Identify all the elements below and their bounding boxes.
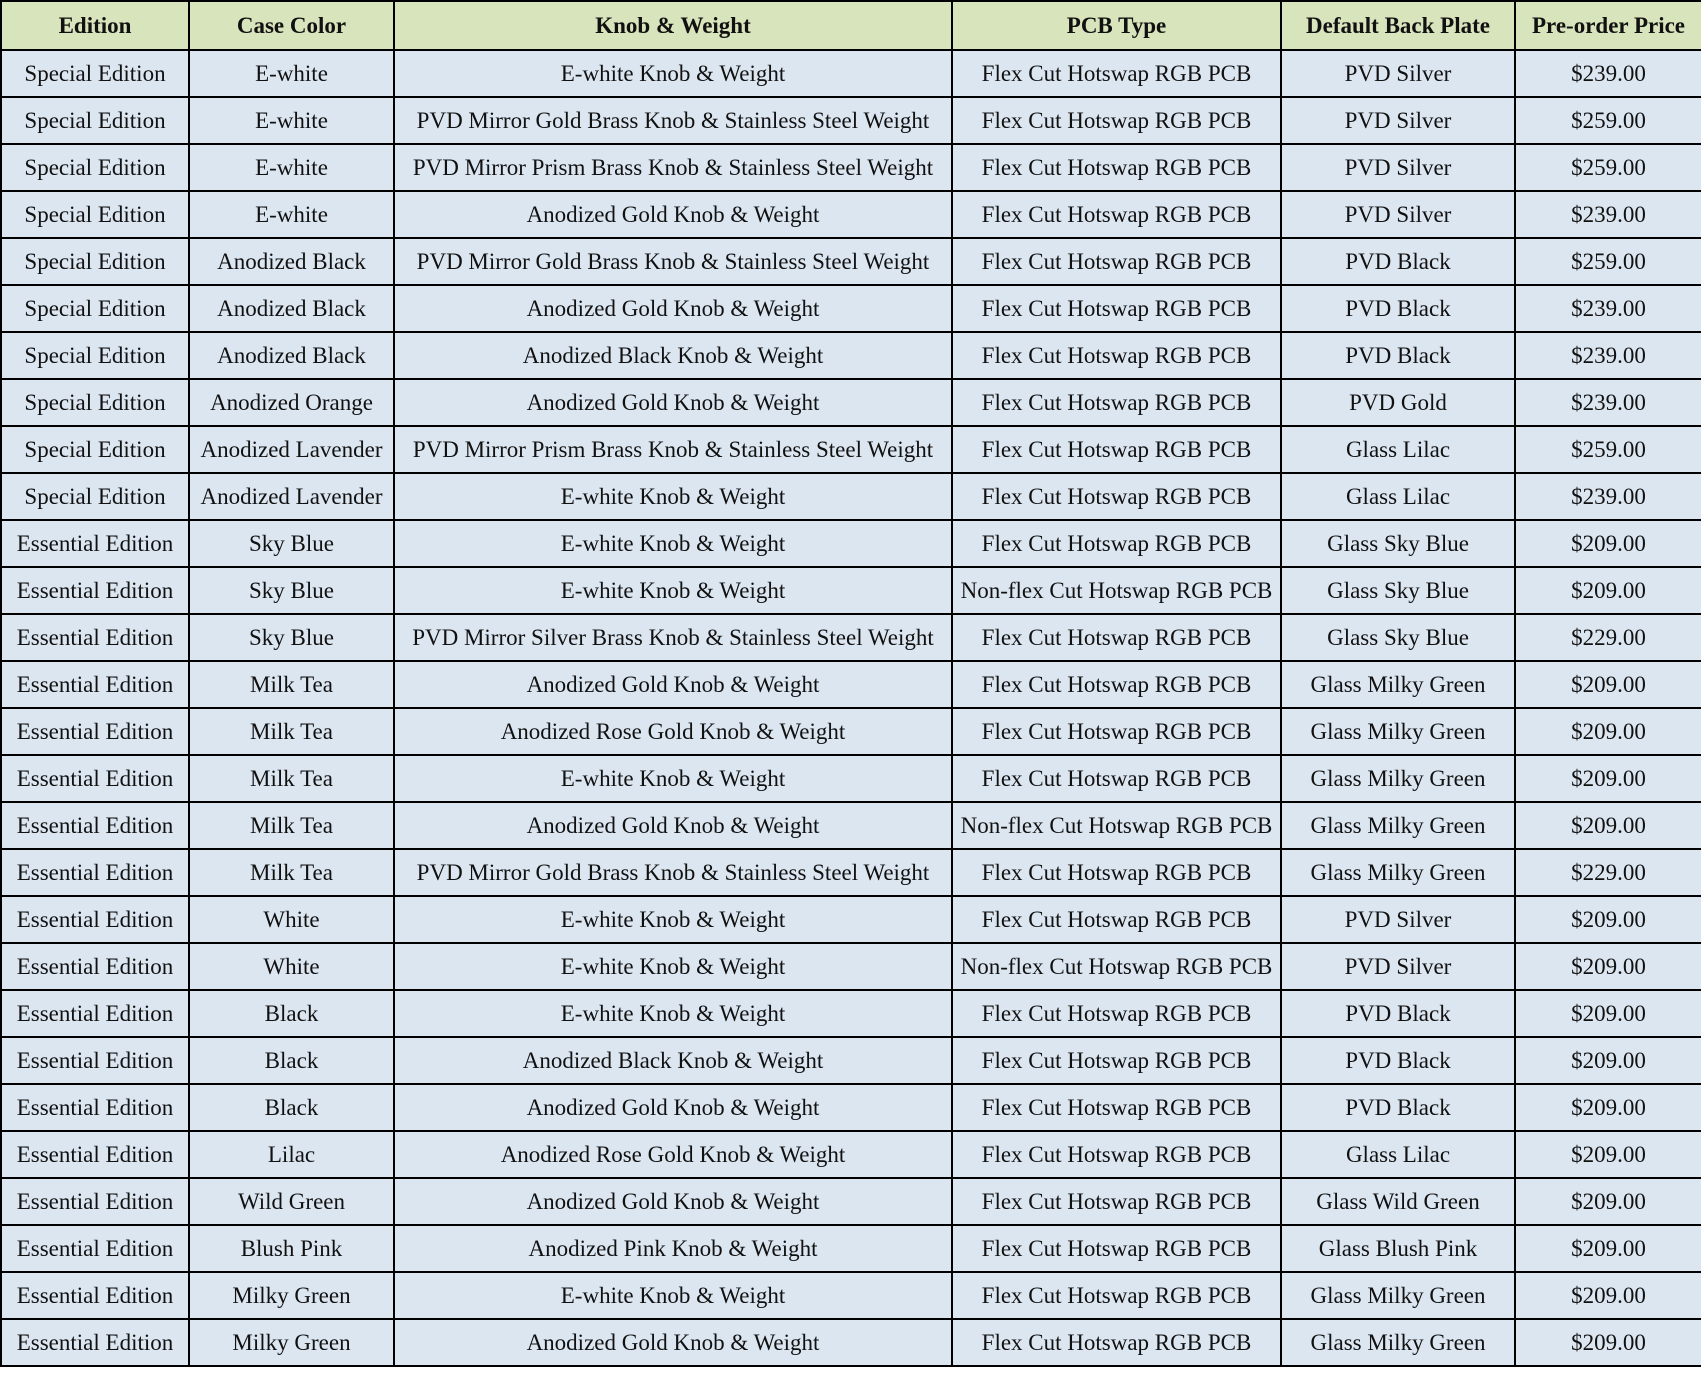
pcb-type-cell: Flex Cut Hotswap RGB PCB: [952, 50, 1281, 97]
back-plate-cell: Glass Milky Green: [1281, 1319, 1515, 1366]
case-color-cell: E-white: [189, 97, 394, 144]
back-plate-cell: Glass Milky Green: [1281, 802, 1515, 849]
pcb-type-cell: Flex Cut Hotswap RGB PCB: [952, 1084, 1281, 1131]
knob-weight-cell: Anodized Gold Knob & Weight: [394, 661, 952, 708]
price-cell: $209.00: [1515, 520, 1701, 567]
knob-weight-cell: Anodized Black Knob & Weight: [394, 332, 952, 379]
knob-weight-cell: PVD Mirror Gold Brass Knob & Stainless Steel Weight: [394, 238, 952, 285]
price-cell: $259.00: [1515, 426, 1701, 473]
case-color-cell: Sky Blue: [189, 520, 394, 567]
case-color-cell: E-white: [189, 144, 394, 191]
pcb-type-cell: Flex Cut Hotswap RGB PCB: [952, 238, 1281, 285]
pcb-type-cell: Flex Cut Hotswap RGB PCB: [952, 1319, 1281, 1366]
edition-cell: Essential Edition: [1, 849, 189, 896]
edition-cell: Special Edition: [1, 426, 189, 473]
case-color-cell: Milk Tea: [189, 708, 394, 755]
case-color-cell: Milk Tea: [189, 661, 394, 708]
price-cell: $209.00: [1515, 896, 1701, 943]
table-row: [1, 332, 1701, 379]
table-row: [1, 520, 1701, 567]
price-cell: $209.00: [1515, 1225, 1701, 1272]
edition-cell: Essential Edition: [1, 1225, 189, 1272]
case-color-cell: Lilac: [189, 1131, 394, 1178]
back-plate-cell: PVD Gold: [1281, 379, 1515, 426]
knob-weight-cell: PVD Mirror Gold Brass Knob & Stainless Steel Weight: [394, 97, 952, 144]
knob-weight-cell: Anodized Gold Knob & Weight: [394, 802, 952, 849]
back-plate-cell: Glass Milky Green: [1281, 661, 1515, 708]
knob-weight-cell: PVD Mirror Silver Brass Knob & Stainless Steel Weight: [394, 614, 952, 661]
pcb-type-cell: Flex Cut Hotswap RGB PCB: [952, 379, 1281, 426]
knob-weight-cell: E-white Knob & Weight: [394, 755, 952, 802]
case-color-cell: Milky Green: [189, 1272, 394, 1319]
back-plate-cell: Glass Milky Green: [1281, 849, 1515, 896]
pcb-type-cell: Flex Cut Hotswap RGB PCB: [952, 1225, 1281, 1272]
case-color-cell: Black: [189, 1084, 394, 1131]
case-color-cell: Black: [189, 990, 394, 1037]
table-row: [1, 426, 1701, 473]
case-color-cell: Sky Blue: [189, 614, 394, 661]
table-body: [1, 50, 1701, 1366]
case-color-cell: Anodized Lavender: [189, 426, 394, 473]
price-cell: $239.00: [1515, 50, 1701, 97]
price-cell: $229.00: [1515, 614, 1701, 661]
price-cell: $209.00: [1515, 1272, 1701, 1319]
price-cell: $209.00: [1515, 802, 1701, 849]
edition-cell: Special Edition: [1, 285, 189, 332]
edition-cell: Essential Edition: [1, 520, 189, 567]
pcb-type-cell: Flex Cut Hotswap RGB PCB: [952, 332, 1281, 379]
price-cell: $209.00: [1515, 567, 1701, 614]
table-row: [1, 1131, 1701, 1178]
table-row: [1, 1225, 1701, 1272]
edition-cell: Special Edition: [1, 191, 189, 238]
edition-cell: Essential Edition: [1, 567, 189, 614]
price-cell: $239.00: [1515, 285, 1701, 332]
back-plate-cell: Glass Sky Blue: [1281, 614, 1515, 661]
case-color-cell: White: [189, 943, 394, 990]
case-color-cell: Black: [189, 1037, 394, 1084]
edition-cell: Essential Edition: [1, 990, 189, 1037]
table-row: [1, 1178, 1701, 1225]
edition-cell: Special Edition: [1, 97, 189, 144]
back-plate-cell: PVD Silver: [1281, 896, 1515, 943]
pcb-type-cell: Flex Cut Hotswap RGB PCB: [952, 990, 1281, 1037]
knob-weight-cell: E-white Knob & Weight: [394, 1272, 952, 1319]
pcb-type-cell: Flex Cut Hotswap RGB PCB: [952, 1272, 1281, 1319]
edition-cell: Essential Edition: [1, 896, 189, 943]
edition-cell: Essential Edition: [1, 1178, 189, 1225]
price-cell: $259.00: [1515, 97, 1701, 144]
knob-weight-cell: PVD Mirror Prism Brass Knob & Stainless Steel Weight: [394, 426, 952, 473]
back-plate-cell: Glass Milky Green: [1281, 755, 1515, 802]
pcb-type-cell: Flex Cut Hotswap RGB PCB: [952, 426, 1281, 473]
pcb-type-cell: Flex Cut Hotswap RGB PCB: [952, 849, 1281, 896]
back-plate-cell: PVD Silver: [1281, 50, 1515, 97]
case-color-cell: Sky Blue: [189, 567, 394, 614]
header-edition: Edition: [1, 1, 189, 50]
back-plate-cell: PVD Silver: [1281, 191, 1515, 238]
table-row: [1, 802, 1701, 849]
case-color-cell: Anodized Black: [189, 332, 394, 379]
price-cell: $239.00: [1515, 473, 1701, 520]
edition-cell: Essential Edition: [1, 1084, 189, 1131]
header-knob-weight: Knob & Weight: [394, 1, 952, 50]
edition-cell: Special Edition: [1, 473, 189, 520]
case-color-cell: Milky Green: [189, 1319, 394, 1366]
pcb-type-cell: Flex Cut Hotswap RGB PCB: [952, 97, 1281, 144]
pcb-type-cell: Non-flex Cut Hotswap RGB PCB: [952, 802, 1281, 849]
price-cell: $209.00: [1515, 1037, 1701, 1084]
table-row: [1, 50, 1701, 97]
pcb-type-cell: Flex Cut Hotswap RGB PCB: [952, 1178, 1281, 1225]
price-cell: $239.00: [1515, 379, 1701, 426]
back-plate-cell: Glass Milky Green: [1281, 708, 1515, 755]
pcb-type-cell: Flex Cut Hotswap RGB PCB: [952, 1037, 1281, 1084]
edition-cell: Essential Edition: [1, 708, 189, 755]
table-row: [1, 97, 1701, 144]
knob-weight-cell: E-white Knob & Weight: [394, 896, 952, 943]
table-row: [1, 238, 1701, 285]
table-row: [1, 1272, 1701, 1319]
case-color-cell: Milk Tea: [189, 802, 394, 849]
back-plate-cell: Glass Sky Blue: [1281, 520, 1515, 567]
edition-cell: Essential Edition: [1, 661, 189, 708]
table-row: [1, 1037, 1701, 1084]
table-row: [1, 144, 1701, 191]
back-plate-cell: PVD Black: [1281, 332, 1515, 379]
price-cell: $259.00: [1515, 144, 1701, 191]
pcb-type-cell: Non-flex Cut Hotswap RGB PCB: [952, 567, 1281, 614]
price-cell: $209.00: [1515, 755, 1701, 802]
price-cell: $209.00: [1515, 661, 1701, 708]
table-row: [1, 1319, 1701, 1366]
case-color-cell: Milk Tea: [189, 849, 394, 896]
edition-cell: Essential Edition: [1, 755, 189, 802]
back-plate-cell: Glass Wild Green: [1281, 1178, 1515, 1225]
edition-cell: Essential Edition: [1, 614, 189, 661]
back-plate-cell: Glass Lilac: [1281, 1131, 1515, 1178]
back-plate-cell: Glass Lilac: [1281, 426, 1515, 473]
knob-weight-cell: Anodized Pink Knob & Weight: [394, 1225, 952, 1272]
back-plate-cell: PVD Silver: [1281, 144, 1515, 191]
knob-weight-cell: Anodized Rose Gold Knob & Weight: [394, 1131, 952, 1178]
header-preorder-price: Pre-order Price: [1515, 1, 1701, 50]
table-row: [1, 849, 1701, 896]
edition-cell: Special Edition: [1, 332, 189, 379]
table-row: [1, 379, 1701, 426]
header-pcb-type: PCB Type: [952, 1, 1281, 50]
knob-weight-cell: E-white Knob & Weight: [394, 473, 952, 520]
pcb-type-cell: Flex Cut Hotswap RGB PCB: [952, 708, 1281, 755]
knob-weight-cell: E-white Knob & Weight: [394, 520, 952, 567]
pcb-type-cell: Flex Cut Hotswap RGB PCB: [952, 520, 1281, 567]
table-row: [1, 896, 1701, 943]
table-row: [1, 614, 1701, 661]
edition-cell: Special Edition: [1, 379, 189, 426]
pcb-type-cell: Non-flex Cut Hotswap RGB PCB: [952, 943, 1281, 990]
case-color-cell: Anodized Lavender: [189, 473, 394, 520]
case-color-cell: E-white: [189, 50, 394, 97]
knob-weight-cell: PVD Mirror Prism Brass Knob & Stainless Steel Weight: [394, 144, 952, 191]
edition-cell: Special Edition: [1, 238, 189, 285]
pcb-type-cell: Flex Cut Hotswap RGB PCB: [952, 755, 1281, 802]
knob-weight-cell: E-white Knob & Weight: [394, 50, 952, 97]
case-color-cell: Anodized Black: [189, 238, 394, 285]
back-plate-cell: Glass Blush Pink: [1281, 1225, 1515, 1272]
knob-weight-cell: Anodized Gold Knob & Weight: [394, 1319, 952, 1366]
edition-cell: Essential Edition: [1, 1319, 189, 1366]
knob-weight-cell: Anodized Black Knob & Weight: [394, 1037, 952, 1084]
back-plate-cell: PVD Black: [1281, 990, 1515, 1037]
knob-weight-cell: Anodized Rose Gold Knob & Weight: [394, 708, 952, 755]
price-cell: $229.00: [1515, 849, 1701, 896]
pcb-type-cell: Flex Cut Hotswap RGB PCB: [952, 614, 1281, 661]
table-row: [1, 285, 1701, 332]
edition-cell: Special Edition: [1, 50, 189, 97]
table-row: [1, 990, 1701, 1037]
pcb-type-cell: Flex Cut Hotswap RGB PCB: [952, 191, 1281, 238]
header-row: [1, 1, 1701, 50]
case-color-cell: Blush Pink: [189, 1225, 394, 1272]
knob-weight-cell: Anodized Gold Knob & Weight: [394, 285, 952, 332]
case-color-cell: Anodized Black: [189, 285, 394, 332]
table-row: [1, 473, 1701, 520]
price-cell: $259.00: [1515, 238, 1701, 285]
edition-cell: Essential Edition: [1, 1037, 189, 1084]
price-cell: $209.00: [1515, 943, 1701, 990]
back-plate-cell: PVD Silver: [1281, 943, 1515, 990]
price-cell: $209.00: [1515, 708, 1701, 755]
table-row: [1, 755, 1701, 802]
knob-weight-cell: Anodized Gold Knob & Weight: [394, 379, 952, 426]
pcb-type-cell: Flex Cut Hotswap RGB PCB: [952, 473, 1281, 520]
price-cell: $239.00: [1515, 332, 1701, 379]
table-row: [1, 191, 1701, 238]
pcb-type-cell: Flex Cut Hotswap RGB PCB: [952, 144, 1281, 191]
case-color-cell: Wild Green: [189, 1178, 394, 1225]
header-case-color: Case Color: [189, 1, 394, 50]
knob-weight-cell: PVD Mirror Gold Brass Knob & Stainless Steel Weight: [394, 849, 952, 896]
price-cell: $209.00: [1515, 1084, 1701, 1131]
pcb-type-cell: Flex Cut Hotswap RGB PCB: [952, 661, 1281, 708]
back-plate-cell: Glass Lilac: [1281, 473, 1515, 520]
knob-weight-cell: Anodized Gold Knob & Weight: [394, 191, 952, 238]
price-cell: $209.00: [1515, 1178, 1701, 1225]
back-plate-cell: Glass Milky Green: [1281, 1272, 1515, 1319]
edition-cell: Essential Edition: [1, 943, 189, 990]
price-cell: $209.00: [1515, 990, 1701, 1037]
table-row: [1, 661, 1701, 708]
knob-weight-cell: E-white Knob & Weight: [394, 943, 952, 990]
pcb-type-cell: Flex Cut Hotswap RGB PCB: [952, 1131, 1281, 1178]
knob-weight-cell: Anodized Gold Knob & Weight: [394, 1084, 952, 1131]
knob-weight-cell: E-white Knob & Weight: [394, 990, 952, 1037]
back-plate-cell: PVD Black: [1281, 1084, 1515, 1131]
case-color-cell: E-white: [189, 191, 394, 238]
price-cell: $239.00: [1515, 191, 1701, 238]
case-color-cell: White: [189, 896, 394, 943]
table-row: [1, 708, 1701, 755]
case-color-cell: Milk Tea: [189, 755, 394, 802]
edition-cell: Special Edition: [1, 144, 189, 191]
pcb-type-cell: Flex Cut Hotswap RGB PCB: [952, 285, 1281, 332]
back-plate-cell: PVD Black: [1281, 285, 1515, 332]
table-row: [1, 943, 1701, 990]
price-cell: $209.00: [1515, 1131, 1701, 1178]
knob-weight-cell: E-white Knob & Weight: [394, 567, 952, 614]
back-plate-cell: PVD Black: [1281, 238, 1515, 285]
price-cell: $209.00: [1515, 1319, 1701, 1366]
edition-cell: Essential Edition: [1, 1272, 189, 1319]
knob-weight-cell: Anodized Gold Knob & Weight: [394, 1178, 952, 1225]
edition-cell: Essential Edition: [1, 802, 189, 849]
header-default-back-plate: Default Back Plate: [1281, 1, 1515, 50]
table-row: [1, 1084, 1701, 1131]
back-plate-cell: PVD Black: [1281, 1037, 1515, 1084]
back-plate-cell: Glass Sky Blue: [1281, 567, 1515, 614]
table-row: [1, 567, 1701, 614]
edition-cell: Essential Edition: [1, 1131, 189, 1178]
back-plate-cell: PVD Silver: [1281, 97, 1515, 144]
case-color-cell: Anodized Orange: [189, 379, 394, 426]
pcb-type-cell: Flex Cut Hotswap RGB PCB: [952, 896, 1281, 943]
